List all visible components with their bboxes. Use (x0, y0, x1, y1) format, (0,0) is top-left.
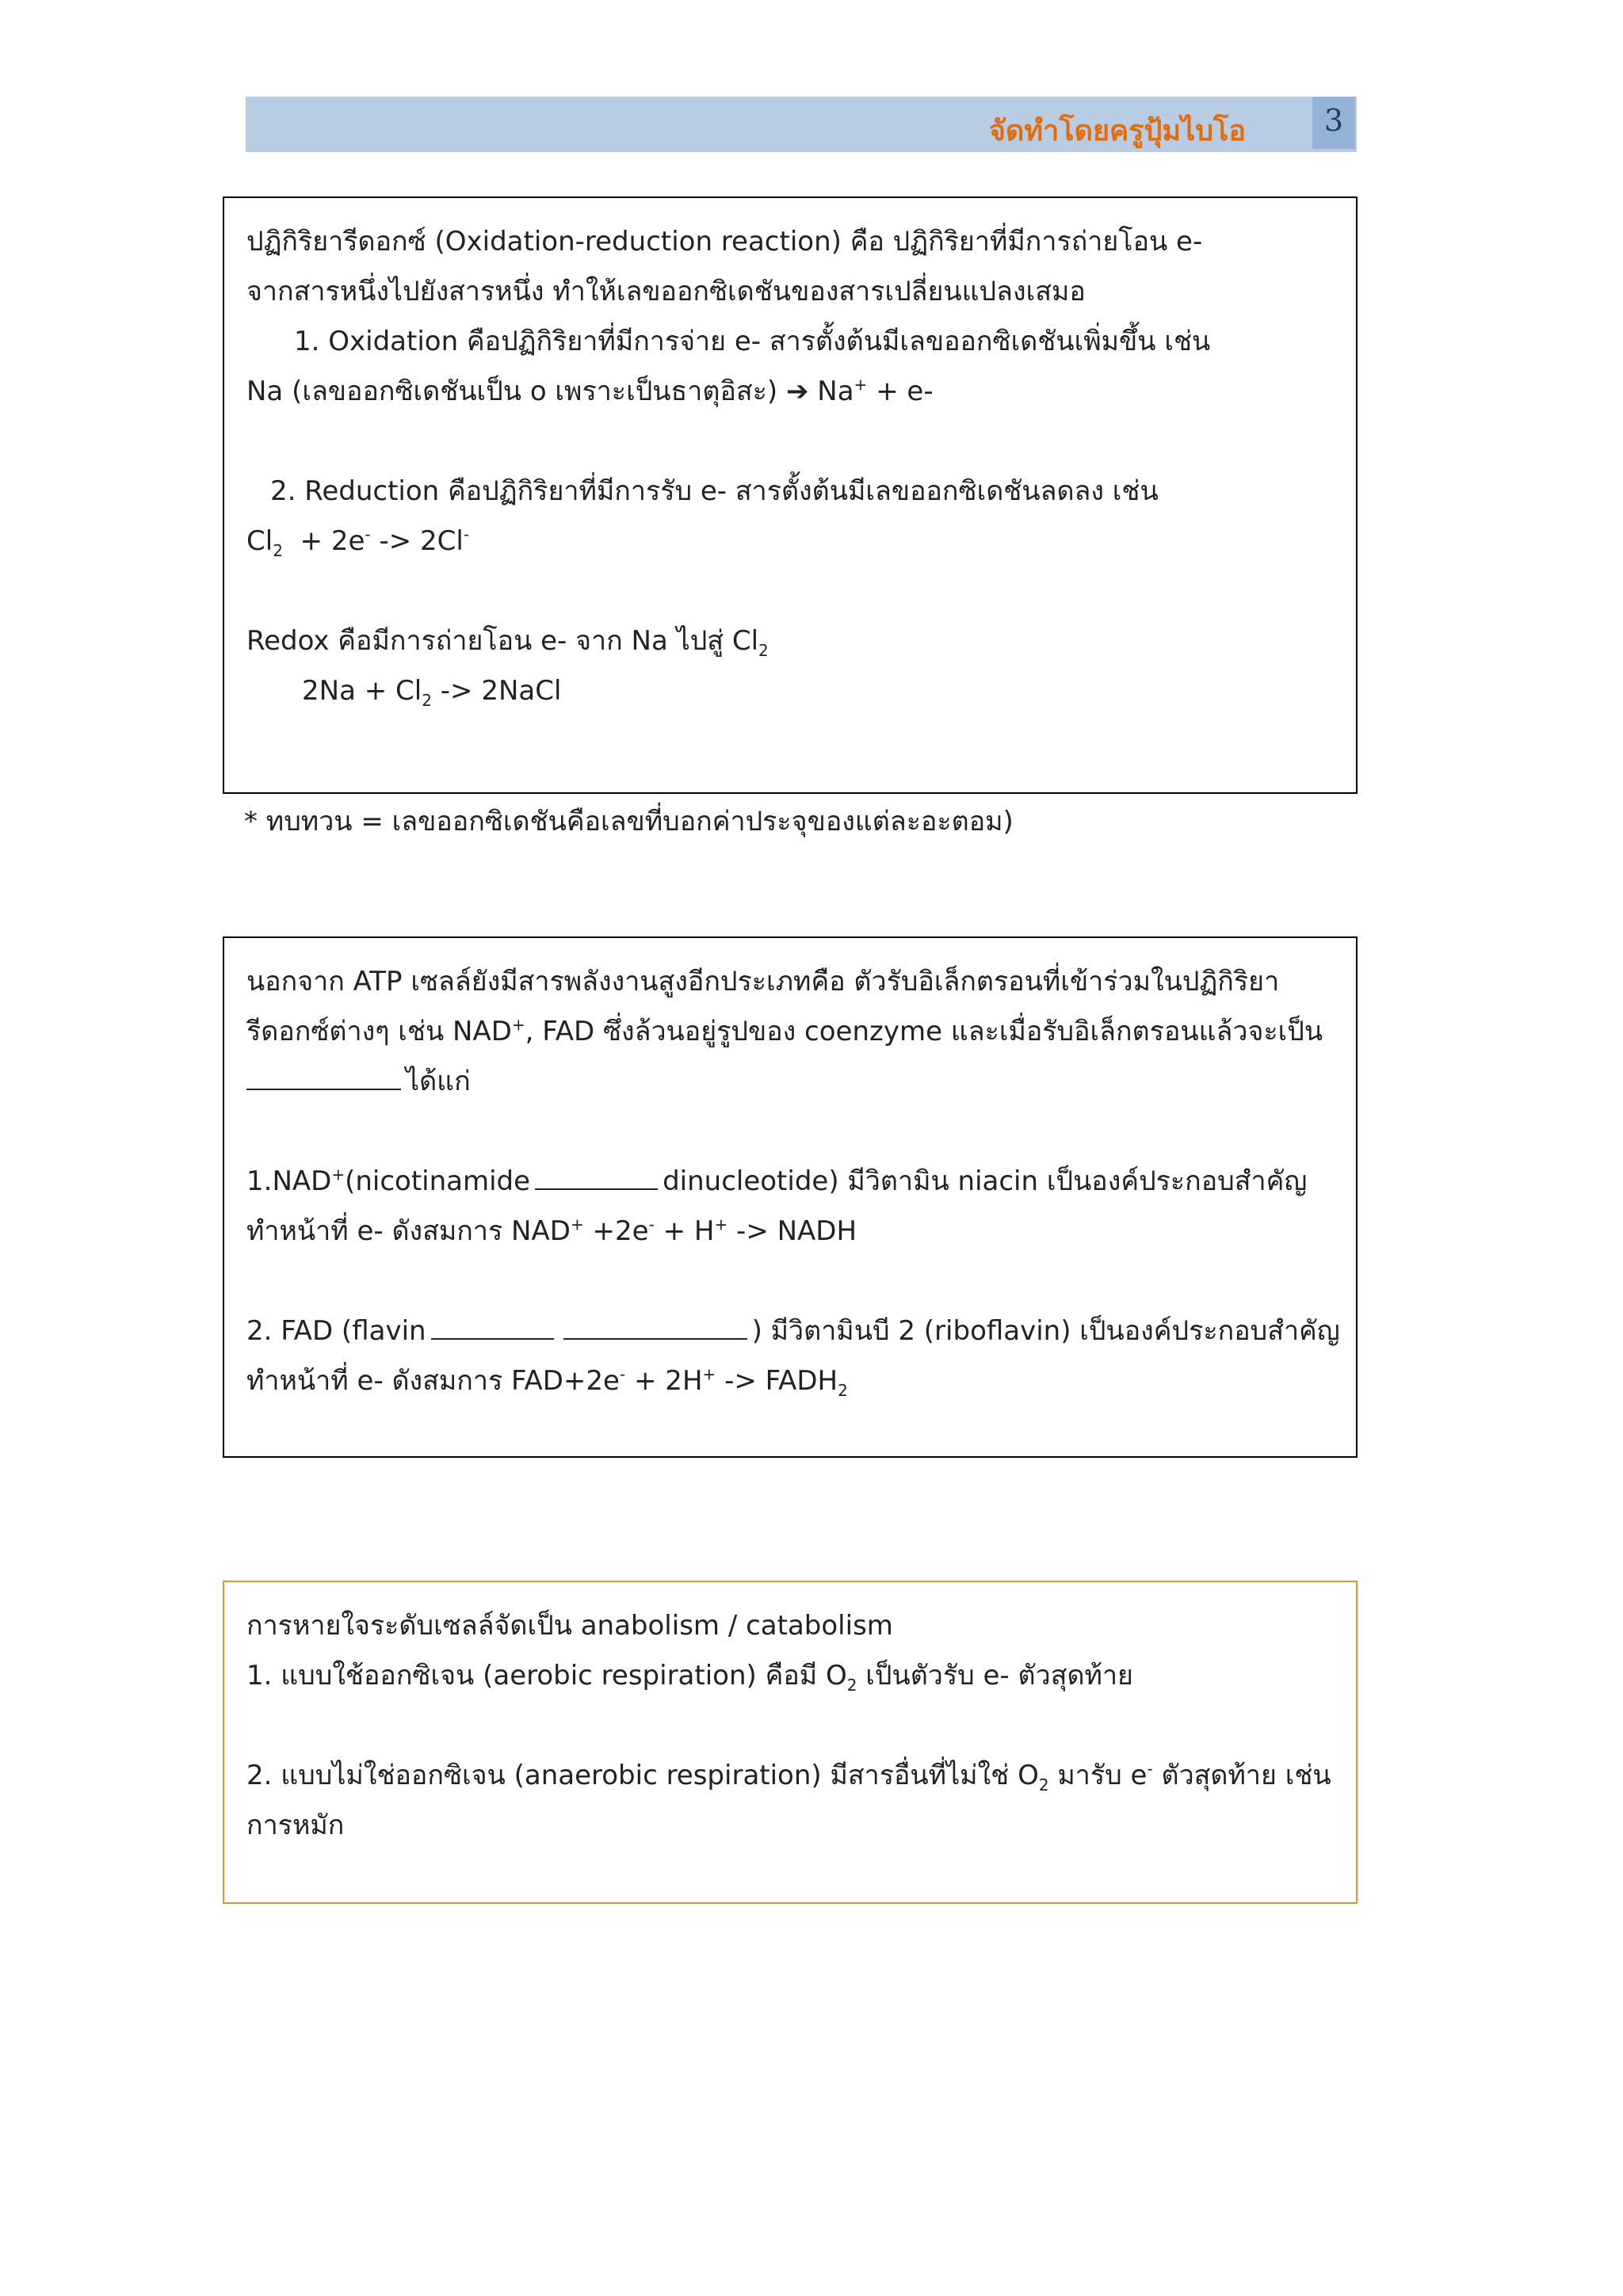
answer-blank[interactable] (246, 1065, 401, 1090)
answer-blank[interactable] (535, 1165, 658, 1190)
header-title: จัดทำโดยครูปุ้มไบโอ (988, 115, 1246, 147)
redox-definition-line-1: ปฏิกิริยารีดอกซ์ (Oxidation-reduction reaction) คือ ปฏิกิริยาที่มีการถ่ายโอน e- (246, 226, 1203, 257)
anaerobic-respiration: 2. แบบไม่ใช่ออกซิเจน (anaerobic respiration) มีสารอื่นที่ไม่ใช่ $O_2$ มารับ e- ตัวสุดท้าย เช่น (246, 1759, 1331, 1794)
respiration-classification: การหายใจระดับเซลล์จัดเป็น anabolism / catabolism (246, 1610, 893, 1642)
redox-equation: $2Na + Cl_2$ -> 2NaCl (302, 675, 562, 710)
carrier-intro-line-2: รีดอกซ์ต่างๆ เช่น NAD+, FAD ซึ่งล้วนอยู่รูปของ coenzyme และเมื่อรับอิเล็กตรอนแล้วจะเป็น (246, 1015, 1323, 1047)
nad-definition: 1.NAD+(nicotinamide dinucleotide) มีวิตามิน niacin เป็นองค์ประกอบสำคัญ (246, 1165, 1308, 1197)
fermentation: การหมัก (246, 1810, 345, 1841)
redox-summary: Redox คือมีการถ่ายโอน e- จาก Na ไปสู่ $Cl_2$ (246, 625, 769, 660)
aerobic-respiration: 1. แบบใช้ออกซิเจน (aerobic respiration) คือมี $O_2$ เป็นตัวรับ e- ตัวสุดท้าย (246, 1660, 1133, 1695)
reduction-example: $Cl_2 + 2e^- -> 2Cl^-$ (246, 524, 470, 560)
carrier-intro-line-1: นอกจาก ATP เซลล์ยังมีสารพลังงานสูงอีกประเภทคือ ตัวรับอิเล็กตรอนที่เข้าร่วมในปฏิกิริยา (246, 966, 1280, 997)
answer-blank[interactable] (563, 1314, 747, 1340)
page-header (246, 97, 1357, 152)
page-number: 3 (1312, 97, 1355, 149)
electron-carrier-box (223, 936, 1358, 1458)
reduction-definition: 2. Reduction คือปฏิกิริยาที่มีการรับ e- สารตั้งต้นมีเลขออกซิเดชันลดลง เช่น (270, 475, 1159, 507)
fad-equation: ทำหน้าที่ e- ดังสมการ $FAD+2e^- + 2H^+ -> FADH_2$ (246, 1364, 848, 1400)
redox-definition-line-2: จากสารหนึ่งไปยังสารหนึ่ง ทำให้เลขออกซิเดชันของสารเปลี่ยนแปลงเสมอ (246, 276, 1086, 307)
respiration-box (223, 1581, 1358, 1904)
arrow-icon: ➔ (785, 376, 809, 407)
redox-box (223, 196, 1358, 794)
oxidation-example: Na (เลขออกซิเดชันเป็น o เพราะเป็นธาตุอิสะ) ➔ Na+ + e- (246, 375, 934, 407)
carrier-intro-line-3: ได้แก่ (246, 1057, 1334, 1107)
nad-equation: ทำหน้าที่ e- ดังสมการ NAD+ +2e- + H+ -> NADH (246, 1215, 857, 1247)
oxidation-definition: 1. Oxidation คือปฏิกิริยาที่มีการจ่าย e- สารตั้งต้นมีเลขออกซิเดชันเพิ่มขึ้น เช่น (294, 326, 1211, 357)
fad-definition: 2. FAD (flavin ) มีวิตามินบี 2 (riboflavin) เป็นองค์ประกอบสำคัญ (246, 1315, 1340, 1347)
answer-blank[interactable] (431, 1314, 554, 1340)
review-note: * ทบทวน = เลขออกซิเดชันคือเลขที่บอกค่าประจุของแต่ละอะตอม) (244, 806, 1014, 837)
